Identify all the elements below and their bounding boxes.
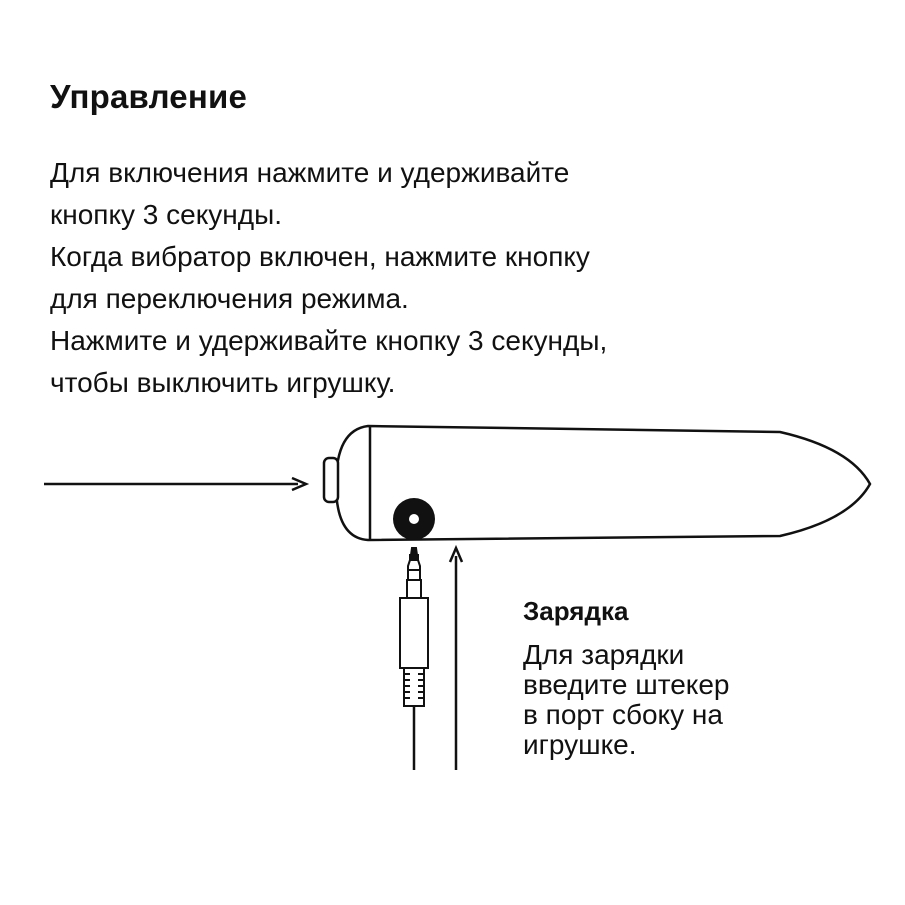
- control-line: Когда вибратор включен, нажмите кнопку: [50, 241, 590, 272]
- power-button-icon: [324, 458, 338, 502]
- charging-port-icon: [393, 498, 435, 540]
- charging-instructions: [523, 640, 730, 760]
- control-line: чтобы выключить игрушку.: [50, 367, 396, 398]
- control-line: Нажмите и удерживайте кнопку 3 секунды,: [50, 325, 608, 356]
- control-title: Управление: [50, 78, 248, 115]
- charging-line: игрушке.: [523, 729, 637, 760]
- charging-line: Для зарядки: [523, 639, 685, 670]
- arrow-right-icon: [44, 478, 306, 490]
- arrow-up-icon: [450, 548, 462, 770]
- charging-line: в порт сбоку на: [523, 699, 723, 730]
- audio-plug-connector-icon: [400, 548, 428, 770]
- control-line: кнопку 3 секунды.: [50, 199, 282, 230]
- charging-line: введите штекер: [523, 669, 730, 700]
- charging-title: Зарядка: [523, 596, 629, 626]
- control-line: для переключения режима.: [50, 283, 409, 314]
- control-line: Для включения нажмите и удерживайте: [50, 157, 570, 188]
